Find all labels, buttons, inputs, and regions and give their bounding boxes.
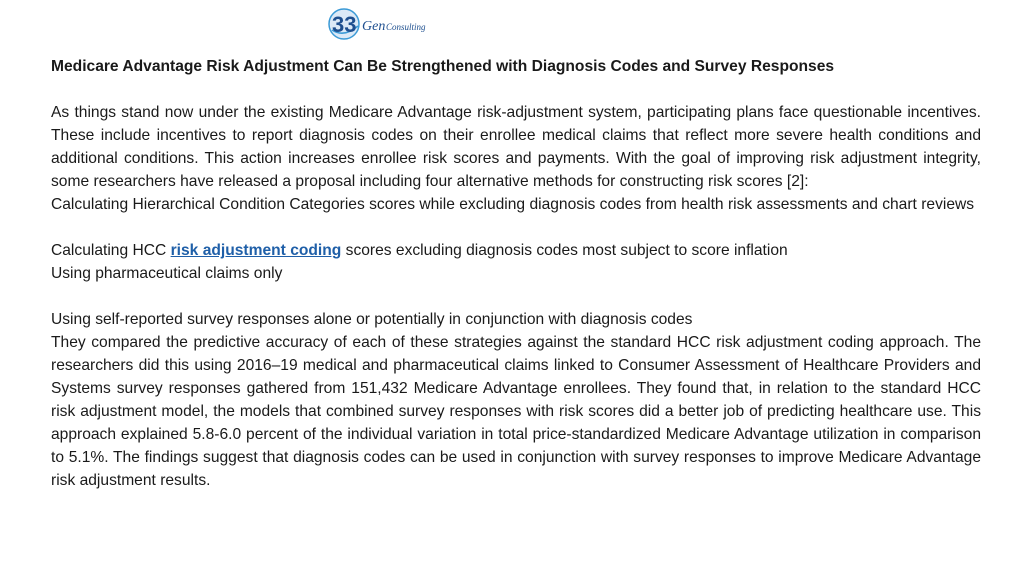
method-2 [51,239,981,262]
spacer [51,78,981,101]
method-4: Using self-reported survey responses alone or potentially in conjunction with diagnosis codes [51,311,693,328]
logo-suffix: Consulting [386,22,426,32]
logo-brand: Gen [362,19,386,34]
spacer [51,285,981,308]
method-2-prefix: Calculating HCC [51,242,171,259]
article-title: Medicare Advantage Risk Adjustment Can Be Strengthened with Diagnosis Codes and Survey Responses [51,58,835,75]
conclusion-paragraph: They compared the predictive accuracy of each of these strategies against the standard HCC risk adjustment coding approach. The researchers did this using 2016–19 medical and pharmaceutical claims linked to Consumer Assessment of Healthcare Providers and Systems survey responses gathered from 151,432 Medicare Advantage enrollees. They found that, in relation to the standard HCC risk adjustment model, the models that combined survey responses with risk scores did a better job of predicting healthcare use. This approach explained 5.8-6.0 percent of the individual variation in total price-standardized Medicare Advantage utilization in comparison to 5.1%. The findings suggest that diagnosis codes can be used in conjunction with survey responses to improve Medicare Advantage risk adjustment results. [51,334,981,489]
company-logo [328,4,428,48]
intro-paragraph: As things stand now under the existing Medicare Advantage risk-adjustment system, participating plans face questionable incentives. These include incentives to report diagnosis codes on their enrollee medical claims that reflect more severe health conditions and additional conditions. This action increases enrollee risk scores and payments. With the goal of improving risk adjustment integrity, some researchers have released a proposal including four alternative methods for constructing risk scores [2]: [51,104,981,190]
method-3: Using pharmaceutical claims only [51,265,283,282]
method-2-suffix: scores excluding diagnosis codes most subject to score inflation [341,242,788,259]
method-1: Calculating Hierarchical Condition Categories scores while excluding diagnosis codes from health risk assessments and chart reviews [51,196,975,213]
article [51,55,981,492]
logo-graphic [328,4,428,48]
logo-digits: 33 [332,12,357,37]
spacer [51,216,981,239]
risk-adjustment-coding-link[interactable]: risk adjustment coding [170,242,342,259]
